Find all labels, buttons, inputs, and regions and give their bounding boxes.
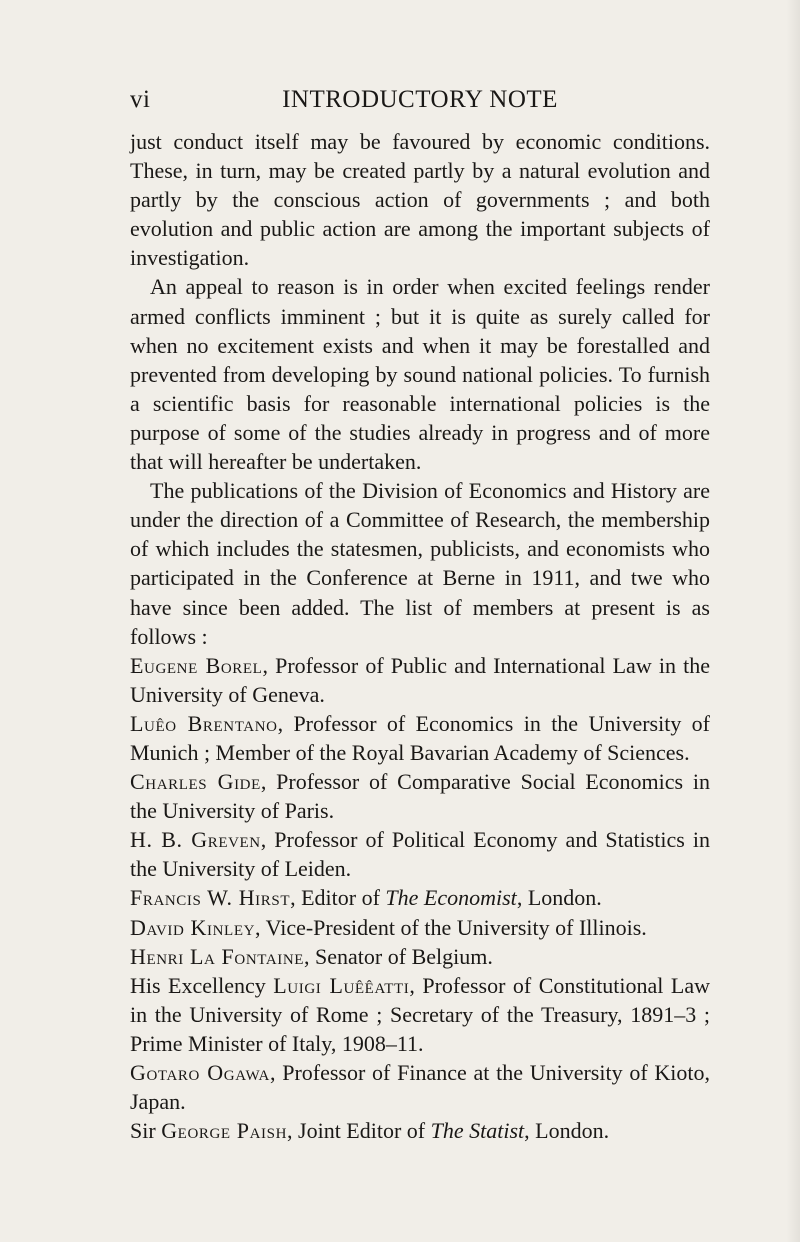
- page-number: vi: [130, 86, 151, 113]
- member-description: , Professor of Political Economy and Statistics in the University of Leiden.: [130, 827, 710, 882]
- page-edge-shadow: [786, 0, 800, 1242]
- member-description: , Professor of Finance at the University of Kioto, Japan.: [130, 1060, 710, 1115]
- member-description-end: , London.: [524, 1118, 610, 1144]
- member-name: Gotaro Ogawa: [130, 1060, 270, 1085]
- member-entry: [130, 1116, 710, 1145]
- member-entry: [130, 942, 710, 971]
- member-name: Luêo Brentano: [130, 710, 278, 736]
- running-title: INTRODUCTORY NOTE: [282, 86, 558, 113]
- member-description: , Vice-President of the University of Illinois.: [255, 914, 647, 940]
- member-entry: [130, 913, 710, 942]
- member-entry: [130, 709, 710, 767]
- member-name: David Kinley: [130, 914, 256, 940]
- member-list: [130, 651, 710, 1146]
- body-text: [130, 127, 710, 1145]
- member-name: Francis W. Hirst: [130, 885, 291, 911]
- member-description: , Professor of Comparative Social Economics in the University of Paris.: [130, 769, 710, 824]
- publication-title: The Statist: [430, 1118, 525, 1144]
- paragraph-appeal-to-reason: An appeal to reason is in order when excited feelings render armed conflicts imminent ; but it is quite as surely called for when no excitement exists and when it may be forestalled and prevented from developing by sound national policies. To furnish a scientific basis for reasonable international policies is the purpose of some of the studies already in progress and of more that will hereafter be undertaken.: [130, 274, 710, 475]
- member-description-end: , London.: [516, 885, 602, 911]
- member-description: , Professor of Constitutional Law in the University of Rome ; Secretary of the Treasury, 1891–3 ; Prime Minister of Italy, 1908–11.: [130, 972, 710, 1056]
- member-description: , Professor of Public and International Law in the University of Geneva.: [130, 652, 710, 707]
- member-entry: [130, 971, 710, 1058]
- member-name: Henri La Fontaine: [130, 943, 305, 969]
- member-title-prefix: His Excellency: [130, 972, 274, 998]
- publication-title: The Economist: [385, 885, 517, 911]
- page-header: [130, 86, 710, 120]
- paragraph-continuation: just conduct itself may be favoured by economic conditions. These, in turn, may be created partly by a natural evolution and partly by the conscious action of governments ; and both evolution and public action are among the important subjects of investigation.: [130, 129, 710, 271]
- member-name: Luigi Luêêatti: [273, 972, 410, 998]
- member-title-prefix: Sir: [130, 1118, 162, 1144]
- member-description: , Professor of Economics in the University of Munich ; Member of the Royal Bavarian Academy of Sciences.: [130, 710, 711, 765]
- member-entry: [130, 1058, 710, 1116]
- member-name: George Paish: [161, 1118, 288, 1144]
- member-entry: [130, 767, 710, 825]
- member-name: Charles Gide: [130, 769, 261, 795]
- member-entry: [130, 883, 710, 912]
- member-name: Eugene Borel: [130, 652, 263, 678]
- member-description: , Editor of: [290, 885, 386, 911]
- member-description: , Senator of Belgium.: [304, 943, 493, 969]
- member-name: H. B. Greven: [130, 827, 261, 853]
- member-entry: [130, 651, 710, 709]
- paragraph-publications: The publications of the Division of Economics and History are under the direction of a Committee of Research, the membership of which includes the statesmen, publicists, and economists who participated in the Conference at Berne in 1911, and twe who have since been added. The list of members at present is as follows :: [130, 478, 710, 649]
- member-description: , Joint Editor of: [287, 1118, 431, 1144]
- member-entry: [130, 825, 710, 883]
